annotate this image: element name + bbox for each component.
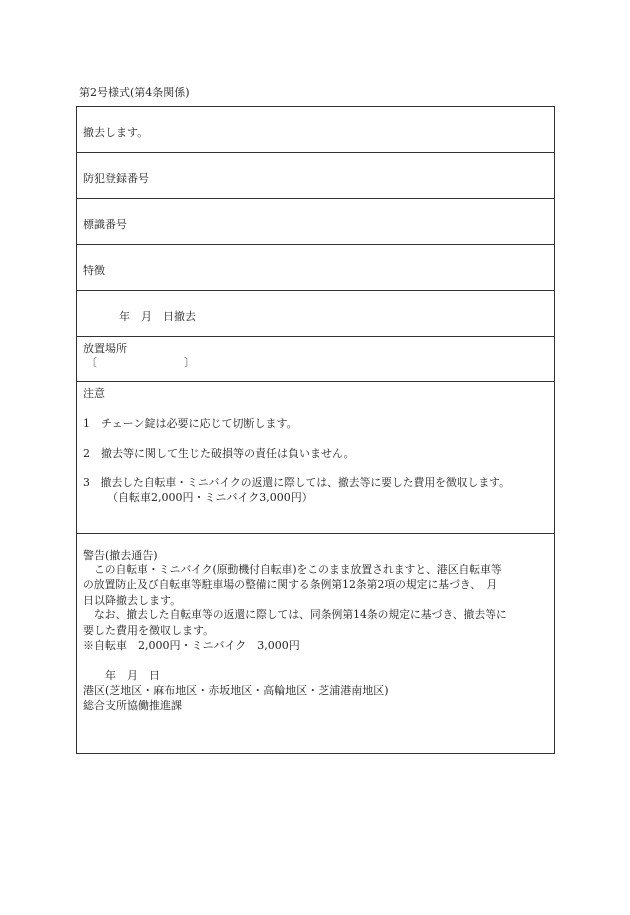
warning-date: 年 月 日 xyxy=(105,669,160,682)
removal-text: 撤去します。 xyxy=(83,126,149,139)
location-open-bracket: 〔 xyxy=(86,356,97,369)
note-item-3-fees: （自転車2,000円・ミニバイク3,000円） xyxy=(107,491,313,504)
plate-number-label: 標識番号 xyxy=(83,218,127,231)
form-number-label: 第2号様式(第4条関係) xyxy=(79,86,190,99)
plate-number-row xyxy=(77,199,554,245)
location-close-bracket: 〕 xyxy=(184,356,195,369)
removal-row xyxy=(77,107,554,153)
features-label: 特徴 xyxy=(83,264,105,277)
warning-paragraph-1-line-2: の放置防止及び自転車等駐車場の整備に関する条例第12条第2項の規定に基づき、 月 xyxy=(83,578,498,591)
crime-prevention-number-label: 防犯登録番号 xyxy=(83,172,149,185)
notes-section xyxy=(77,382,554,534)
warning-paragraph-1-line-1: この自転車・ミニバイク(原動機付自転車)をこのまま放置されますと、港区自転車等 xyxy=(94,563,502,576)
location-row xyxy=(77,337,554,382)
removal-date-row xyxy=(77,291,554,337)
warning-paragraph-2-line-2: 要した費用を徴収します。 xyxy=(83,624,215,637)
notes-heading: 注意 xyxy=(83,387,105,400)
warning-heading: 警告(撤去通告) xyxy=(83,549,158,562)
warning-section xyxy=(77,534,554,753)
removal-date-text: 年 月 日撤去 xyxy=(119,310,196,323)
warning-issuer: 港区(芝地区・麻布地区・赤坂地区・高輪地区・芝浦港南地区) xyxy=(83,684,389,697)
warning-department: 総合支所協働推進課 xyxy=(83,699,182,712)
warning-paragraph-1-line-3: 日以降撤去します。 xyxy=(83,594,182,607)
note-item-2: 2 撤去等に関して生じた破損等の責任は負いません。 xyxy=(83,447,355,460)
note-item-1: 1 チェーン錠は必要に応じて切断します。 xyxy=(83,417,298,430)
removal-notice-form xyxy=(76,106,555,754)
warning-fees: ※自転車 2,000円・ミニバイク 3,000円 xyxy=(83,639,300,652)
features-row xyxy=(77,245,554,291)
note-item-3: 3 撤去した自転車・ミニバイクの返還に際しては、撤去等に要した費用を徴収します。 xyxy=(83,476,510,489)
crime-prevention-number-row xyxy=(77,153,554,199)
location-label: 放置場所 xyxy=(83,342,127,355)
warning-paragraph-2-line-1: なお、撤去した自転車等の返還に際しては、同条例第14条の規定に基づき、撤去等に xyxy=(94,608,507,621)
